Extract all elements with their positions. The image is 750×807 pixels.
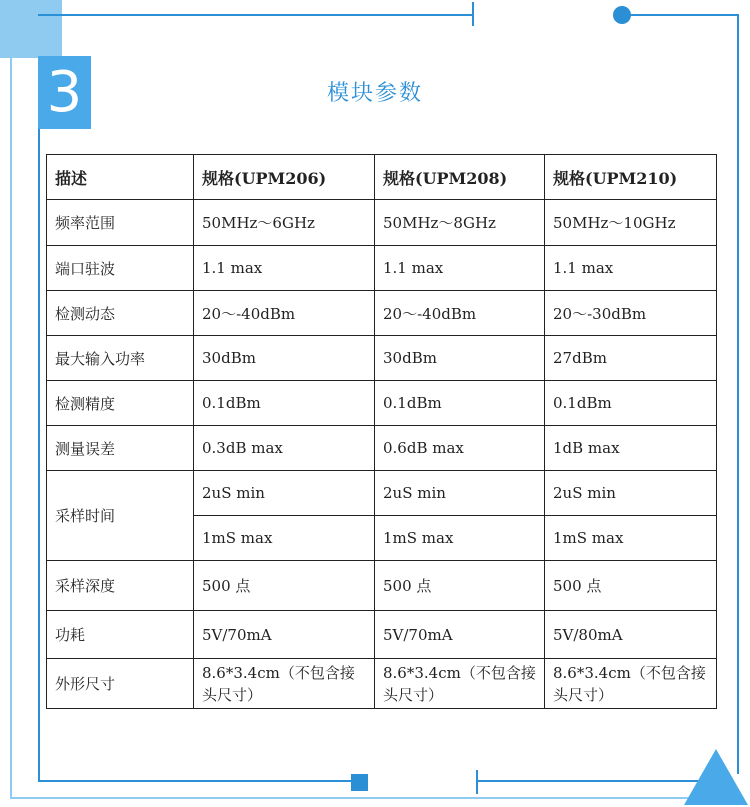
frame-left-outer-line xyxy=(10,58,12,798)
table-row xyxy=(47,471,717,516)
frame-bottom-tick xyxy=(476,770,478,794)
square-marker xyxy=(351,774,368,791)
table-row xyxy=(47,426,717,471)
table-cell: 5V/80mA xyxy=(545,611,717,659)
circle-marker xyxy=(613,6,631,24)
table-cell: 2uS min xyxy=(545,471,717,516)
row-label: 采样深度 xyxy=(47,561,194,611)
table-row xyxy=(47,561,717,611)
table-cell: 30dBm xyxy=(375,336,545,381)
table-header-row xyxy=(47,155,717,200)
table-cell: 2uS min xyxy=(194,471,375,516)
spec-table xyxy=(46,154,717,709)
table-cell: 2uS min xyxy=(375,471,545,516)
row-label: 外形尺寸 xyxy=(47,659,194,709)
row-label: 最大输入功率 xyxy=(47,336,194,381)
table-cell: 0.3dB max xyxy=(194,426,375,471)
table-cell: 20～-40dBm xyxy=(375,291,545,336)
table-cell: 20～-40dBm xyxy=(194,291,375,336)
table-cell: 8.6*3.4cm（不包含接头尺寸） xyxy=(375,659,545,709)
table-row xyxy=(47,291,717,336)
frame-top-right-line xyxy=(618,14,738,16)
section-number-badge: 3 xyxy=(38,56,91,129)
row-label: 测量误差 xyxy=(47,426,194,471)
table-cell: 50MHz～10GHz xyxy=(545,200,717,246)
table-cell: 5V/70mA xyxy=(375,611,545,659)
frame-left-line xyxy=(38,128,40,780)
table-cell: 0.1dBm xyxy=(545,381,717,426)
table-cell: 500 点 xyxy=(545,561,717,611)
table-cell: 0.1dBm xyxy=(375,381,545,426)
header-cell: 规格(UPM208) xyxy=(375,155,545,200)
frame-bottom-outer-line xyxy=(10,797,700,799)
table-cell: 8.6*3.4cm（不包含接头尺寸） xyxy=(194,659,375,709)
table-cell: 50MHz～6GHz xyxy=(194,200,375,246)
frame-right-line xyxy=(737,14,739,774)
table-cell: 0.6dB max xyxy=(375,426,545,471)
row-label: 检测动态 xyxy=(47,291,194,336)
row-label: 频率范围 xyxy=(47,200,194,246)
table-cell: 500 点 xyxy=(375,561,545,611)
table-row xyxy=(47,611,717,659)
frame-bottom-right-line xyxy=(478,780,708,782)
table-row xyxy=(47,200,717,246)
table-cell: 1mS max xyxy=(375,516,545,561)
frame-bottom-line xyxy=(38,780,358,782)
triangle-marker xyxy=(684,749,748,805)
frame-top-tick xyxy=(472,2,474,26)
header-cell: 描述 xyxy=(47,155,194,200)
table-cell: 1mS max xyxy=(194,516,375,561)
table-cell: 27dBm xyxy=(545,336,717,381)
table-row xyxy=(47,659,717,709)
row-label: 采样时间 xyxy=(47,471,194,561)
table-cell: 1mS max xyxy=(545,516,717,561)
table-cell: 50MHz～8GHz xyxy=(375,200,545,246)
table-cell: 5V/70mA xyxy=(194,611,375,659)
header-cell: 规格(UPM206) xyxy=(194,155,375,200)
table-cell: 1.1 max xyxy=(194,246,375,291)
table-row xyxy=(47,246,717,291)
table-cell: 500 点 xyxy=(194,561,375,611)
table-cell: 0.1dBm xyxy=(194,381,375,426)
table-row xyxy=(47,381,717,426)
page-title: 模块参数 xyxy=(326,81,423,106)
row-label: 功耗 xyxy=(47,611,194,659)
frame-top-line xyxy=(38,14,474,16)
table-cell: 1.1 max xyxy=(375,246,545,291)
table-cell: 1.1 max xyxy=(545,246,717,291)
table-row xyxy=(47,336,717,381)
table-cell: 1dB max xyxy=(545,426,717,471)
header-cell: 规格(UPM210) xyxy=(545,155,717,200)
table-cell: 30dBm xyxy=(194,336,375,381)
corner-block xyxy=(0,0,62,58)
row-label: 检测精度 xyxy=(47,381,194,426)
row-label: 端口驻波 xyxy=(47,246,194,291)
table-cell: 8.6*3.4cm（不包含接头尺寸） xyxy=(545,659,717,709)
table-cell: 20～-30dBm xyxy=(545,291,717,336)
